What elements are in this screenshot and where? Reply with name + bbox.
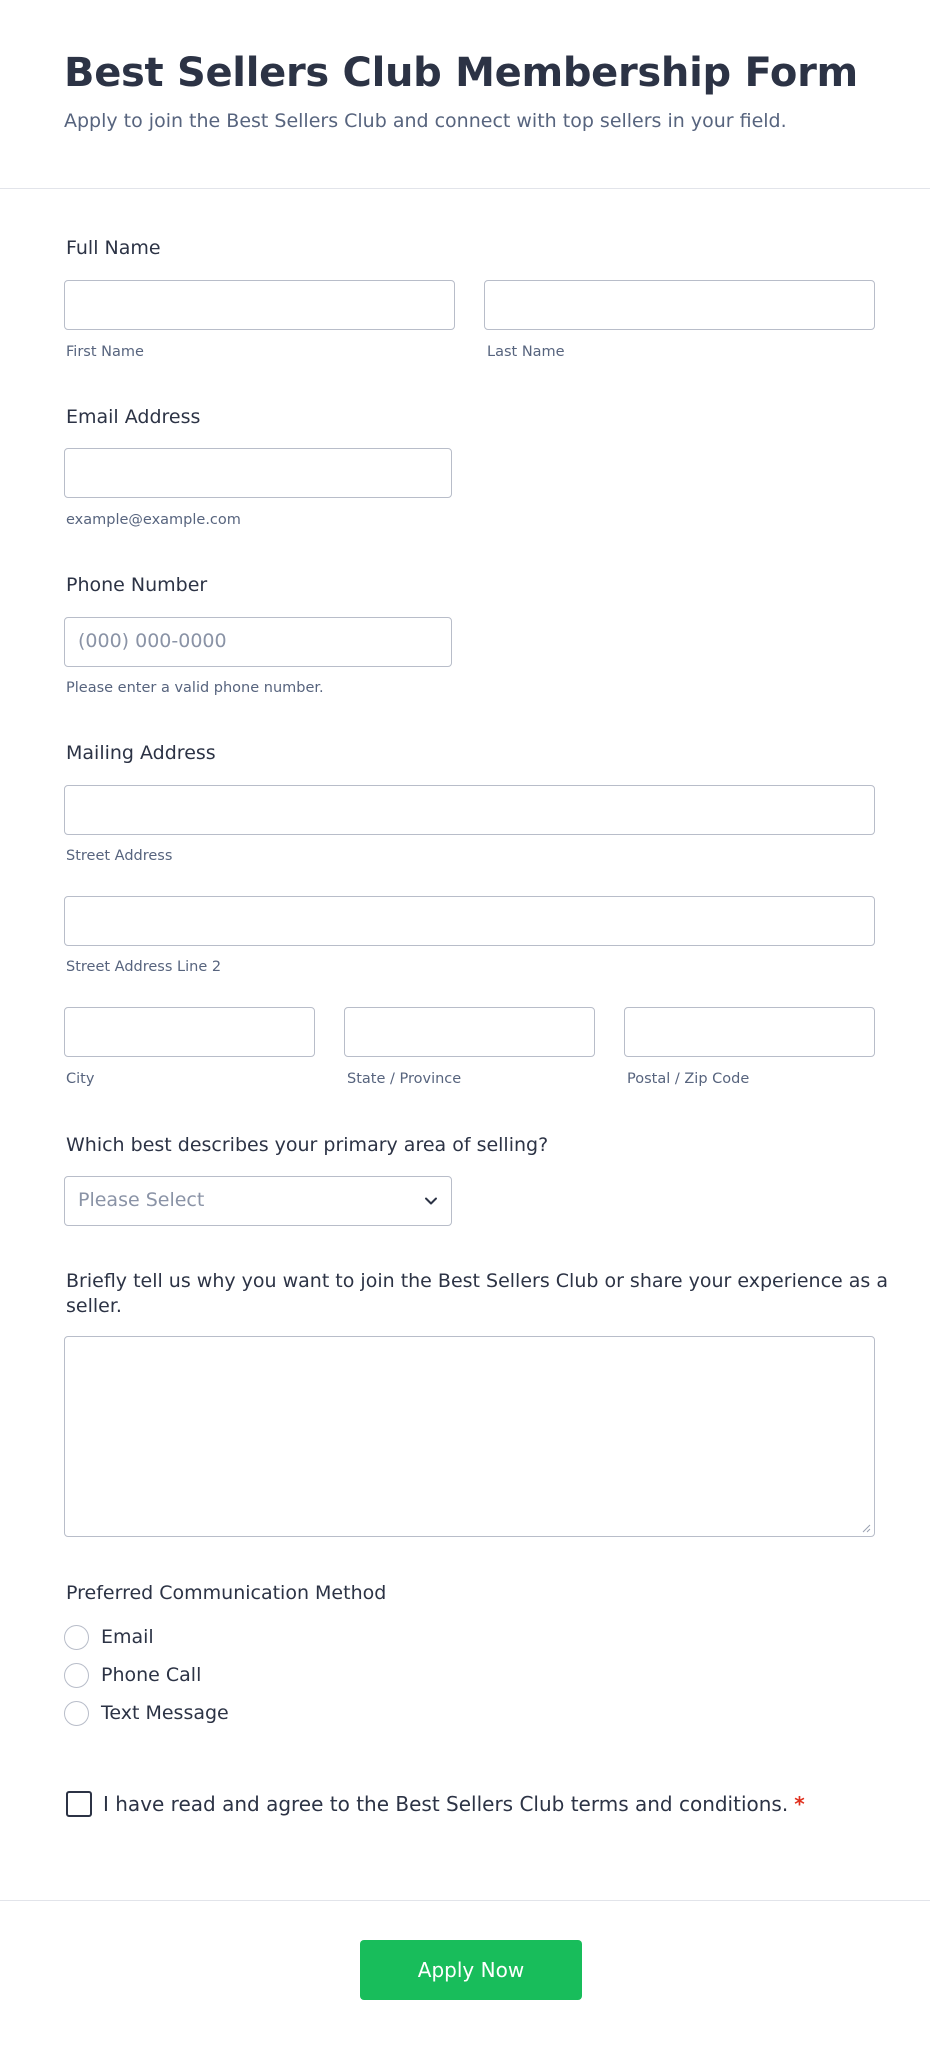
city-sublabel: City (66, 1071, 95, 1087)
street-address-line2-sublabel: Street Address Line 2 (66, 959, 222, 975)
resize-handle-icon[interactable] (861, 1523, 871, 1533)
experience-label-line1: Briefly tell us why you want to join the Best Sellers Club or share your experience as a (66, 1270, 888, 1292)
communication-label: Preferred Communication Method (66, 1582, 387, 1604)
email-input[interactable] (64, 448, 452, 498)
radio-label: Phone Call (101, 1664, 202, 1686)
first-name-input[interactable] (64, 280, 455, 330)
form-footer (0, 1900, 930, 2049)
phone-placeholder: (000) 000-0000 (78, 630, 227, 652)
street-address-input[interactable] (64, 785, 875, 835)
page-title: Best Sellers Club Membership Form (64, 50, 858, 96)
selling-area-select[interactable] (64, 1176, 452, 1226)
radio-label: Text Message (101, 1702, 229, 1724)
email-label: Email Address (66, 406, 201, 428)
page-subtitle: Apply to join the Best Sellers Club and connect with top sellers in your field. (64, 110, 787, 132)
radio-button[interactable] (64, 1701, 89, 1726)
phone-label: Phone Number (66, 574, 208, 596)
apply-now-button[interactable]: Apply Now (360, 1940, 582, 2000)
radio-button[interactable] (64, 1663, 89, 1688)
radio-button[interactable] (64, 1625, 89, 1650)
experience-label-line2: seller. (66, 1295, 122, 1317)
terms-checkbox[interactable] (66, 1791, 92, 1817)
experience-textarea[interactable] (64, 1336, 875, 1537)
state-sublabel: State / Province (347, 1071, 462, 1087)
street-address-line2-input[interactable] (64, 896, 875, 946)
selling-area-selected: Please Select (78, 1189, 205, 1211)
email-sublabel: example@example.com (66, 512, 241, 528)
chevron-down-icon (423, 1193, 439, 1209)
zip-sublabel: Postal / Zip Code (627, 1071, 750, 1087)
zip-input[interactable] (624, 1007, 875, 1057)
last-name-input[interactable] (484, 280, 875, 330)
full-name-label: Full Name (66, 237, 161, 259)
first-name-sublabel: First Name (66, 344, 144, 360)
required-mark: * (794, 1792, 805, 1816)
mailing-address-label: Mailing Address (66, 742, 216, 764)
terms-text: I have read and agree to the Best Sellers Club terms and conditions. (103, 1792, 789, 1816)
street-address-sublabel: Street Address (66, 848, 173, 864)
selling-area-label: Which best describes your primary area of selling? (66, 1134, 549, 1156)
radio-label: Email (101, 1626, 154, 1648)
phone-sublabel: Please enter a valid phone number. (66, 680, 324, 696)
state-input[interactable] (344, 1007, 595, 1057)
terms-label (103, 1792, 805, 1816)
form-header (0, 0, 930, 189)
phone-input[interactable] (64, 617, 452, 667)
city-input[interactable] (64, 1007, 315, 1057)
last-name-sublabel: Last Name (487, 344, 565, 360)
